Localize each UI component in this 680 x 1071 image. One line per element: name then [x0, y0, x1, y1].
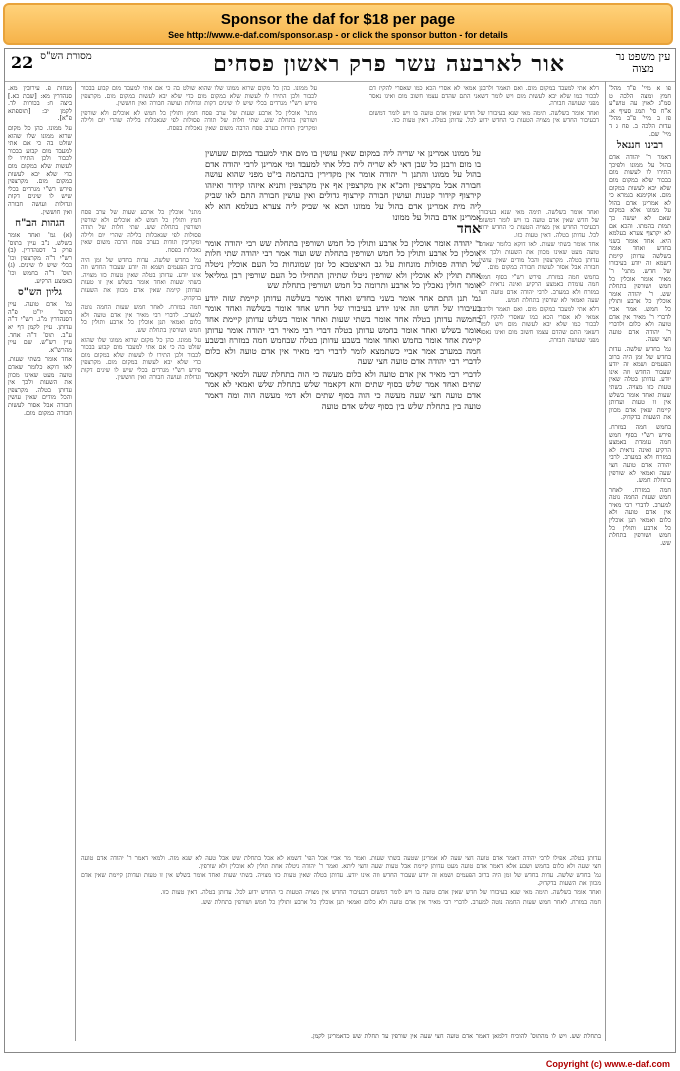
footnote-line	[81, 1033, 601, 1049]
bottom-commentary-text-3: ואחד אומר בשלשה. תימה מאי שנא בעיבורו של חדש שאין אדם טועה בו ויש לומר דמשום דבעיבור החדש אין מצויה הטעות כי החדש ידוע לכל. עדותן בטלה. דאין טעות כזו.	[160, 889, 601, 897]
page-number: 22	[11, 53, 34, 72]
tosafot-text-2: ואחד אומר בשלשה. תימה מאי שנא בעיבורו של חדש שאין אדם טועה בו ויש לומר דמשום דבעיבור החדש אין מצויה הטעות כי החדש ידוע לכל. עדותן בטלה. דאין טעות כזו.	[369, 109, 599, 125]
rashi-side	[81, 209, 201, 849]
footnote-text: בתחלת שש. ויש לו מהתוס' להוכיח דלמאן דאמר אדם טועה חצי שעה אין שורפין עד תחלת שש כדאמרינן לקמן.	[310, 1033, 601, 1040]
sponsor-banner[interactable]	[3, 3, 673, 45]
left-margin-column	[8, 85, 72, 1035]
mishnah-opening-word: אחד	[456, 222, 481, 238]
masoret-text: מנחות פ. עירובין מא. סנהדרין מא: [שבת כא.] ביצה ח: בכורות לד. לקמן יב: [תוספתא פ"א].	[8, 85, 72, 123]
tosafot-side-text: ואחד אומר בשלשה. תימה מאי שנא בעיבורו של חדש שאין אדם טועה בו ויש לומר דמשום דבעיבור החדש אין מצויה הטעות כי החדש ידוע לכל. עדותן בטלה. דאין טעות כזו.	[479, 209, 599, 239]
tosafot-text: דלא אתי למעבד במקום מום. ואם תאמר ולרבנן אמאי לא אסרי הכא כמו שאסרי להקיז דם לבכור כמו שלא יבא לעשות מום ויש לומר דשאני התם שהדם עצמו חשוב מום ואינו נאסר מפני שעושה חבורה.	[369, 85, 599, 108]
rashi-side-text-2: גמ' בחדש שלשה. עדות בחדש של זמן היה ברוב הפעמים ושמא זה יודע שעבור החדש וזה אינו יודע. עדותן בטלה שאין טעות כזו מצויה. בשתי שעות ואחד אומר בשלש אין זו טעות ועדותן קיימת שאין אדם מכוון את השעות בדקדוק.	[81, 256, 201, 302]
bottom-commentary-text-4: חמה במזרח. לאחר חמש שעות החמה נוטה למערב. לדברי רבי מאיר אין אדם טועה ולא כלום ואמאי תנן אוכלין כל ארבע ותולין כל חמש ושורפין בתחלת שש.	[200, 898, 601, 906]
gemara-text-1: על ממונו אמרינן אי שריה ליה במקום שאין עושין בו מום אתי למעבד במקום שעושין בו מום ורבנן כל שבן דאי לא שריה ליה כלל אתי למעבד ומי אמרינן לרבי יהודה אדם בהול על ממונו והתנן ר' יהודה אומר אין מקדירין בהבהמה בי"ט מפני שהוא עושה חבורה אבל מקרצפין וחכ"א אין מקרצפין אף אין מקרצפין ותניא איזהו קידור ואיזהו קירצוף קידור קטנות ועושין חבורה קירצוף גדולים ואין עושין חבורה התם לאו שביק ליה מית אמרינן אדם בהול על ממונו הכא אי שביק ליה צערא בעלמא הוא לא אמרינן אדם בהול על ממונו	[205, 149, 481, 222]
rashi-side-text-4: על ממונו. כהן כל מקום שרוא ממונו שלו שהוא שולט בה כי אם אתי למעבד מום קבוע בבכור לכבור ולכן התירו לו לעשות שלא במקום מום כדי שלא יבא לעשות במקום מום. מקרצפין פירש רש"י מגרדים בכלי שיש לו שינים דקות וגדולות ועושה חבורה ואין חוששין.	[81, 336, 201, 382]
rabbeinu-chananel-heading: רבינו חננאל	[616, 140, 664, 152]
bottom-commentary-text-2: גמ' בחדש שלשה. עדות בחדש של זמן היה ברוב הפעמים ושמא זה יודע שעבור החדש וזה אינו יודע. עדותן בטלה שאין טעות כזו מצויה. בשתי שעות ואחד אומר בשלש אין זו טעות ועדותן קיימת שאין אדם מכוון את השעות בדקדוק.	[81, 872, 601, 887]
tosafot-side-text-3: בחמש חמה במזרח. פירש רש"י בסוף חמש חמה עומדת באמצע הרקיע ואינה נראית לא במזרח ולא במערב. לרבי יהודה אדם טועה חצי שעה ואמאי לא שורפין בתחלת חמש.	[479, 273, 599, 304]
rabbeinu-chananel-text: דאמר ר' יהודה אדם בהול על ממונו ולפיכך התירו לו לעשות מום בבכור שלא במקום מום שלא יבא לעשות במקום מום. אוקימנא בגמרא כי לא אמרינן אדם בהול על ממונו אלא במקום שאם לא יעשה כך תמות בהמתו. והכא אם לא יקרצף צערא בעלמא היא. אחד אומר בשני בחדש ואחד אומר בשלשה עדותן קיימת דשמא זה יודע בעיבורו של חדש. מתני' ר' מאיר אומר אוכלין כל חמש ושורפין בתחלת שש. ר' יהודה אומר אוכלין כל ארבע ותולין כל חמש. אמר אביי לדברי ר' מאיר אין אדם טועה ולא כלום ולדברי ר' יהודה אדם טועה חצי שעה.	[609, 154, 671, 344]
hagahot-heading: הגהות הב"ח	[15, 218, 65, 230]
ein-mishpat-heading: עין משפט נר מצוה	[615, 50, 671, 75]
gilyon-text: גמ' אדם טועה. עיין בתוס' יו"ט פ"ה דסנהדרין מ"ג. רש"י ד"ה עדותן. עיין לקמן דף יא ע"ב. תוס' ד"ה אחד. עיין רש"ש. שם עיין מהרש"א.	[8, 301, 72, 354]
gilyon-heading: גליון הש"ס	[18, 287, 62, 299]
copyright-footer[interactable]: Copyright (c) www.e-daf.com	[545, 1059, 670, 1069]
gemara-text-2: גמ' תנן התם אחד אומר בשני בחדש ואחד אומר בשלשה עדותן קיימת שזה יודע בעיבורו של חדש וזה אינו יודע בעיבורו של חדש אחד אומר בשלשה ואחד אומר בחמשה עדותן בטלה אחד אומר בשתי שעות ואחד אומר בשלש עדותן קיימת אחד אומר בשלש ואחד אומר בחמש עדותן בטלה דברי רבי מאיר רבי יהודה אומר עדותן קיימת אחד אומר בחמש ואחד אומר בשבע עדותן בטלה שבחמש חמה במזרח ובשבע חמה במערב אמר אביי כשתמצא לומר לדברי רבי מאיר אין אדם טועה ולא כלום לדברי רבי יהודה אדם טועה חצי שעה	[205, 293, 481, 367]
right-margin-column	[609, 85, 671, 1035]
tosafot-side	[479, 209, 599, 849]
bottom-commentary-text: עדותן בטלה. אפילו לרבי יהודה דאמר אדם טועה חצי שעה לא אמרינן שטעה בשתי שעות. ואמר מר אביי אכל הפי' דשמא לא אכל בתחלת שש אבל טעה לא שנא מזה. ולמאי דאמר ר' יהודה אדם טועה חצי שעה ולא כלום בחמש ושבע אלא דאמר אדם טועה מעט עדותן קיימת אבל טעות שעה וחצי ליתא. ואמר ר' יהודה ניטלה אחת תולין לא אוכלין ולא שורפין.	[81, 855, 601, 870]
hagahot-text: (א) גמ' ואחד אומר בשלש. נ"ב עיין בתוס' פרק ב' דסנהדרין. (ב) רש"י ד"ה מקרצפין וכו' בכלי שיש לו שינים. (ג) תוס' ד"ה בחמש וכו' באמצע הרקיע.	[8, 232, 72, 285]
rashi-text: על ממונו. כהן כל מקום שרוא ממונו שלו שהוא שולט בה כי אם אתי למעבד מום קבוע בבכור לכבור ולכן התירו לו לעשות שלא במקום מום כדי שלא יבא לעשות במקום מום. מקרצפין פירש רש"י מגרדים בכלי שיש לו שינים דקות וגדולות ועושה חבורה ואין חוששין.	[81, 85, 317, 108]
talmud-page	[4, 48, 676, 1053]
gemara-text-3: לדברי רבי מאיר אין אדם טועה ולא כלום מעשה כי הוה בתחלת שעה ולמאי דקאמר שתים ואחד אמר שלש בסוף שתים והא דקאמר שלש בתחלת שלש ואמאי לא אמר אדם טועה חצי שעה מעשה כי הוה בסוף שתים ולא דמי מעשה הוה ומה דאמר טועה בין בתחלת שלש בין בסוף שלש אדם טועה	[205, 369, 481, 411]
sponsor-title[interactable]: Sponsor the daf for $18 per page	[220, 11, 456, 28]
page-title: אור לארבעה עשר פרק ראשון פסחים	[213, 51, 565, 77]
tosafot-side-text-2: אחד אומר בשתי שעות. לאו דוקא כלומר שאדם טועה מעט שאינו מכוון את השעות ולכך אין עדותן בטלה. מקרצפין והכל מודים שאין עושין חבורה אבל אסור לעשות חבורה במקום מום.	[479, 241, 599, 272]
masoret-heading: מסורת הש"ס	[40, 51, 92, 62]
bottom-commentary	[81, 855, 601, 1030]
page-header	[5, 49, 675, 82]
column-divider	[75, 81, 76, 1041]
mishnah-text: ר' יהודה אומר אוכלין כל ארבע ותולין כל חמש ושורפין בתחלת שש רבי יהודה אומר אוכלין כל ארבע ותולין כל חמש ושורפין בתחלת שש ועוד אמר רבי יהודה שתי חלות של תודה פסולות מונחות על גב האיצטבא כל זמן שמונחות כל העם אוכלין ניטלה אחת תולין לא אוכלין ולא שורפין ניטלו שתיהן התחילו כל העם שורפין רבן גמליאל אומר חולין נאכלין כל ארבע ותרומה כל חמש ושורפין בתחלת שש	[205, 238, 481, 291]
rabbeinu-chananel-text-cont: גמ' בחדש שלשה. עדות בחדש של זמן היה ברוב הפעמים ושמא זה יודע שעבור החדש וזה אינו יודע. עדותן בטלה שאין טעות כזו מצויה. בשתי שעות ואחד אומר בשלש אין זו טעות ועדותן קיימת שאין אדם מכוון את השעות בדקדוק.	[609, 346, 671, 422]
rashi-text-2: מתני' אוכלין כל ארבע שעות של ערב פסח חמץ ותולין כל חמש לא אוכלים ולא שורפין ושורפין בתחלת שש. שתי חלות של תודה פסולות לפי שנאכלות בלילה שהרי יום ולילה ומקריבין תודות בערב פסח הרבה משום שאין נאכלות בפסח.	[81, 109, 317, 132]
rabbeinu-chananel-text-cont3: חמה במזרח. לאחר חמש שעות החמה נוטה למערב. לדברי רבי מאיר אין אדם טועה ולא כלום ואמאי תנן אוכלין כל ארבע ותולין כל חמש ושורפין בתחלת שש.	[609, 486, 671, 547]
sponsor-subtitle[interactable]: See http://www.e-daf.com/sponsor.asp - or click the sponsor button - for details	[168, 30, 508, 40]
ein-mishpat-text: פו א מיי' פ"ד מהל' חמץ ומצה הלכה ט סמ"ג לאוין עה טוש"ע א"ח סי' תמג סעיף א. פז ב מיי' פ"ב מהל' עדות הלכה ב. פח ג ד מיי' שם.	[609, 85, 671, 138]
rabbeinu-chananel-text-cont2: בחמש חמה במזרח. פירש רש"י בסוף חמש חמה עומדת באמצע הרקיע ואינה נראית לא במזרח ולא במערב. לרבי יהודה אדם טועה חצי שעה ואמאי לא שורפין בתחלת חמש.	[609, 423, 671, 485]
rashi-side-text: מתני' אוכלין כל ארבע שעות של ערב פסח חמץ ותולין כל חמש לא אוכלים ולא שורפין ושורפין בתחלת שש. שתי חלות של תודה פסולות לפי שנאכלות בלילה שהרי יום ולילה ומקריבין תודות בערב פסח הרבה משום שאין נאכלות בפסח.	[81, 209, 201, 254]
tosafot-side-text-4: דלא אתי למעבד במקום מום. ואם תאמר ולרבנן אמאי לא אסרי הכא כמו שאסרי להקיז דם לבכור כמו שלא יבא לעשות מום ויש לומר דשאני התם שהדם עצמו חשוב מום ואינו נאסר מפני שעושה חבורה.	[479, 306, 599, 344]
masoret-text-cont: על ממונו. כהן כל מקום שרוא ממונו שלו שהוא שולט בה כי אם אתי למעבד מום קבוע בבכור לכבור ולכן התירו לו לעשות שלא במקום מום כדי שלא יבא לעשות במקום מום. מקרצפין פירש רש"י מגרדים בכלי שיש לו שינים דקות וגדולות ועושה חבורה ואין חוששין.	[8, 124, 72, 216]
gilyon-text-cont: אחד אומר בשתי שעות. לאו דוקא כלומר שאדם טועה מעט שאינו מכוון את השעות ולכך אין עדותן בטלה. מקרצפין והכל מודים שאין עושין חבורה אבל אסור לעשות חבורה במקום מום.	[8, 356, 72, 417]
column-divider	[605, 81, 606, 1041]
gemara-main-text	[205, 149, 481, 849]
rashi-side-text-3: חמה במזרח. לאחר חמש שעות החמה נוטה למערב. לדברי רבי מאיר אין אדם טועה ולא כלום ואמאי תנן אוכלין כל ארבע ותולין כל חמש ושורפין בתחלת שש.	[81, 304, 201, 334]
